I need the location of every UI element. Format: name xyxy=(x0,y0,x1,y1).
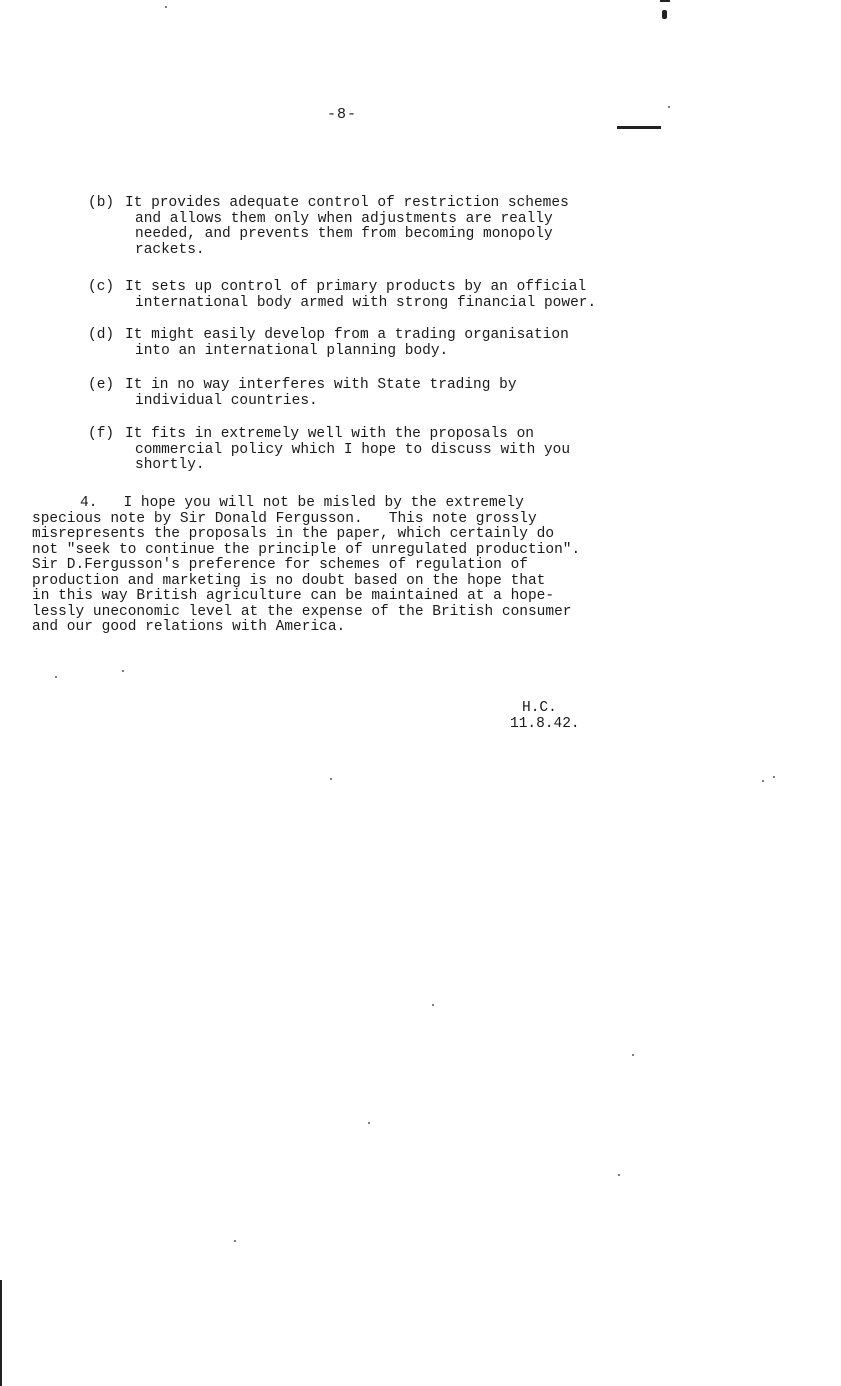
list-item-line: international body armed with strong financial power. xyxy=(135,294,597,311)
list-item xyxy=(88,280,668,311)
scan-speck xyxy=(122,670,124,672)
signature-block xyxy=(510,700,580,732)
list-item-line: It sets up control of primary products by an official xyxy=(125,279,587,295)
paragraph-line: 4. I hope you will not be misled by the extremely xyxy=(80,495,524,511)
list-item-line: and allows them only when adjustments are really xyxy=(135,210,553,227)
list-item-line: rackets. xyxy=(135,241,205,258)
signature-initials: H.C. xyxy=(522,700,557,716)
scan-speck xyxy=(632,1054,634,1056)
scan-speck xyxy=(55,676,57,678)
list-item xyxy=(88,378,668,409)
list-item-line: individual countries. xyxy=(135,392,318,409)
list-item-line: It in no way interferes with State trading by xyxy=(125,377,517,393)
list-item-line: It might easily develop from a trading organisation xyxy=(125,327,569,343)
list-item-line: shortly. xyxy=(135,457,205,473)
scan-mark-right xyxy=(617,126,661,129)
list-item-line: into an international planning body. xyxy=(135,342,449,359)
list-item-line: commercial policy which I hope to discuss with you xyxy=(135,441,571,458)
list-item xyxy=(88,427,668,474)
list-item-marker: (c) xyxy=(88,279,115,295)
list-item-marker: (d) xyxy=(88,327,115,343)
scan-mark-top-right-dot xyxy=(662,10,667,19)
paragraph-4 xyxy=(32,496,672,636)
scan-mark-top-right xyxy=(660,0,670,2)
scan-speck xyxy=(165,6,167,8)
scan-speck xyxy=(234,1240,236,1242)
paragraph-line: lessly uneconomic level at the expense of the British consumer xyxy=(32,603,572,620)
scan-speck xyxy=(618,1174,620,1176)
list-item-marker: (f) xyxy=(88,426,115,442)
paragraph-line: not "seek to continue the principle of unregulated production". xyxy=(32,541,581,558)
list-item-line: needed, and prevents them from becoming monopoly xyxy=(135,226,553,242)
paragraph-line: specious note by Sir Donald Fergusson. This note grossly xyxy=(32,510,537,527)
scan-speck xyxy=(368,1122,370,1124)
scan-speck xyxy=(773,776,775,778)
list-item xyxy=(88,328,668,359)
list-item xyxy=(88,196,668,258)
list-item-marker: (e) xyxy=(88,377,115,393)
list-item-line: It provides adequate control of restriction schemes xyxy=(125,195,569,211)
scan-speck xyxy=(432,1004,434,1006)
scan-mark-left-edge xyxy=(0,1280,2,1386)
list-item-line: It fits in extremely well with the proposals on xyxy=(125,426,534,442)
paragraph-line: and our good relations with America. xyxy=(32,619,346,635)
scan-speck xyxy=(330,778,332,780)
list-item-marker: (b) xyxy=(88,195,115,211)
paragraph-line: in this way British agriculture can be maintained at a hope- xyxy=(32,588,555,604)
page-number: -8- xyxy=(327,106,358,123)
paragraph-line: production and marketing is no doubt based on the hope that xyxy=(32,572,546,589)
paragraph-line: misrepresents the proposals in the paper, which certainly do xyxy=(32,526,555,542)
paragraph-line: Sir D.Fergusson's preference for schemes of regulation of xyxy=(32,557,528,573)
scan-speck xyxy=(762,780,764,782)
scan-speck xyxy=(668,106,670,108)
signature-date: 11.8.42. xyxy=(510,716,580,732)
